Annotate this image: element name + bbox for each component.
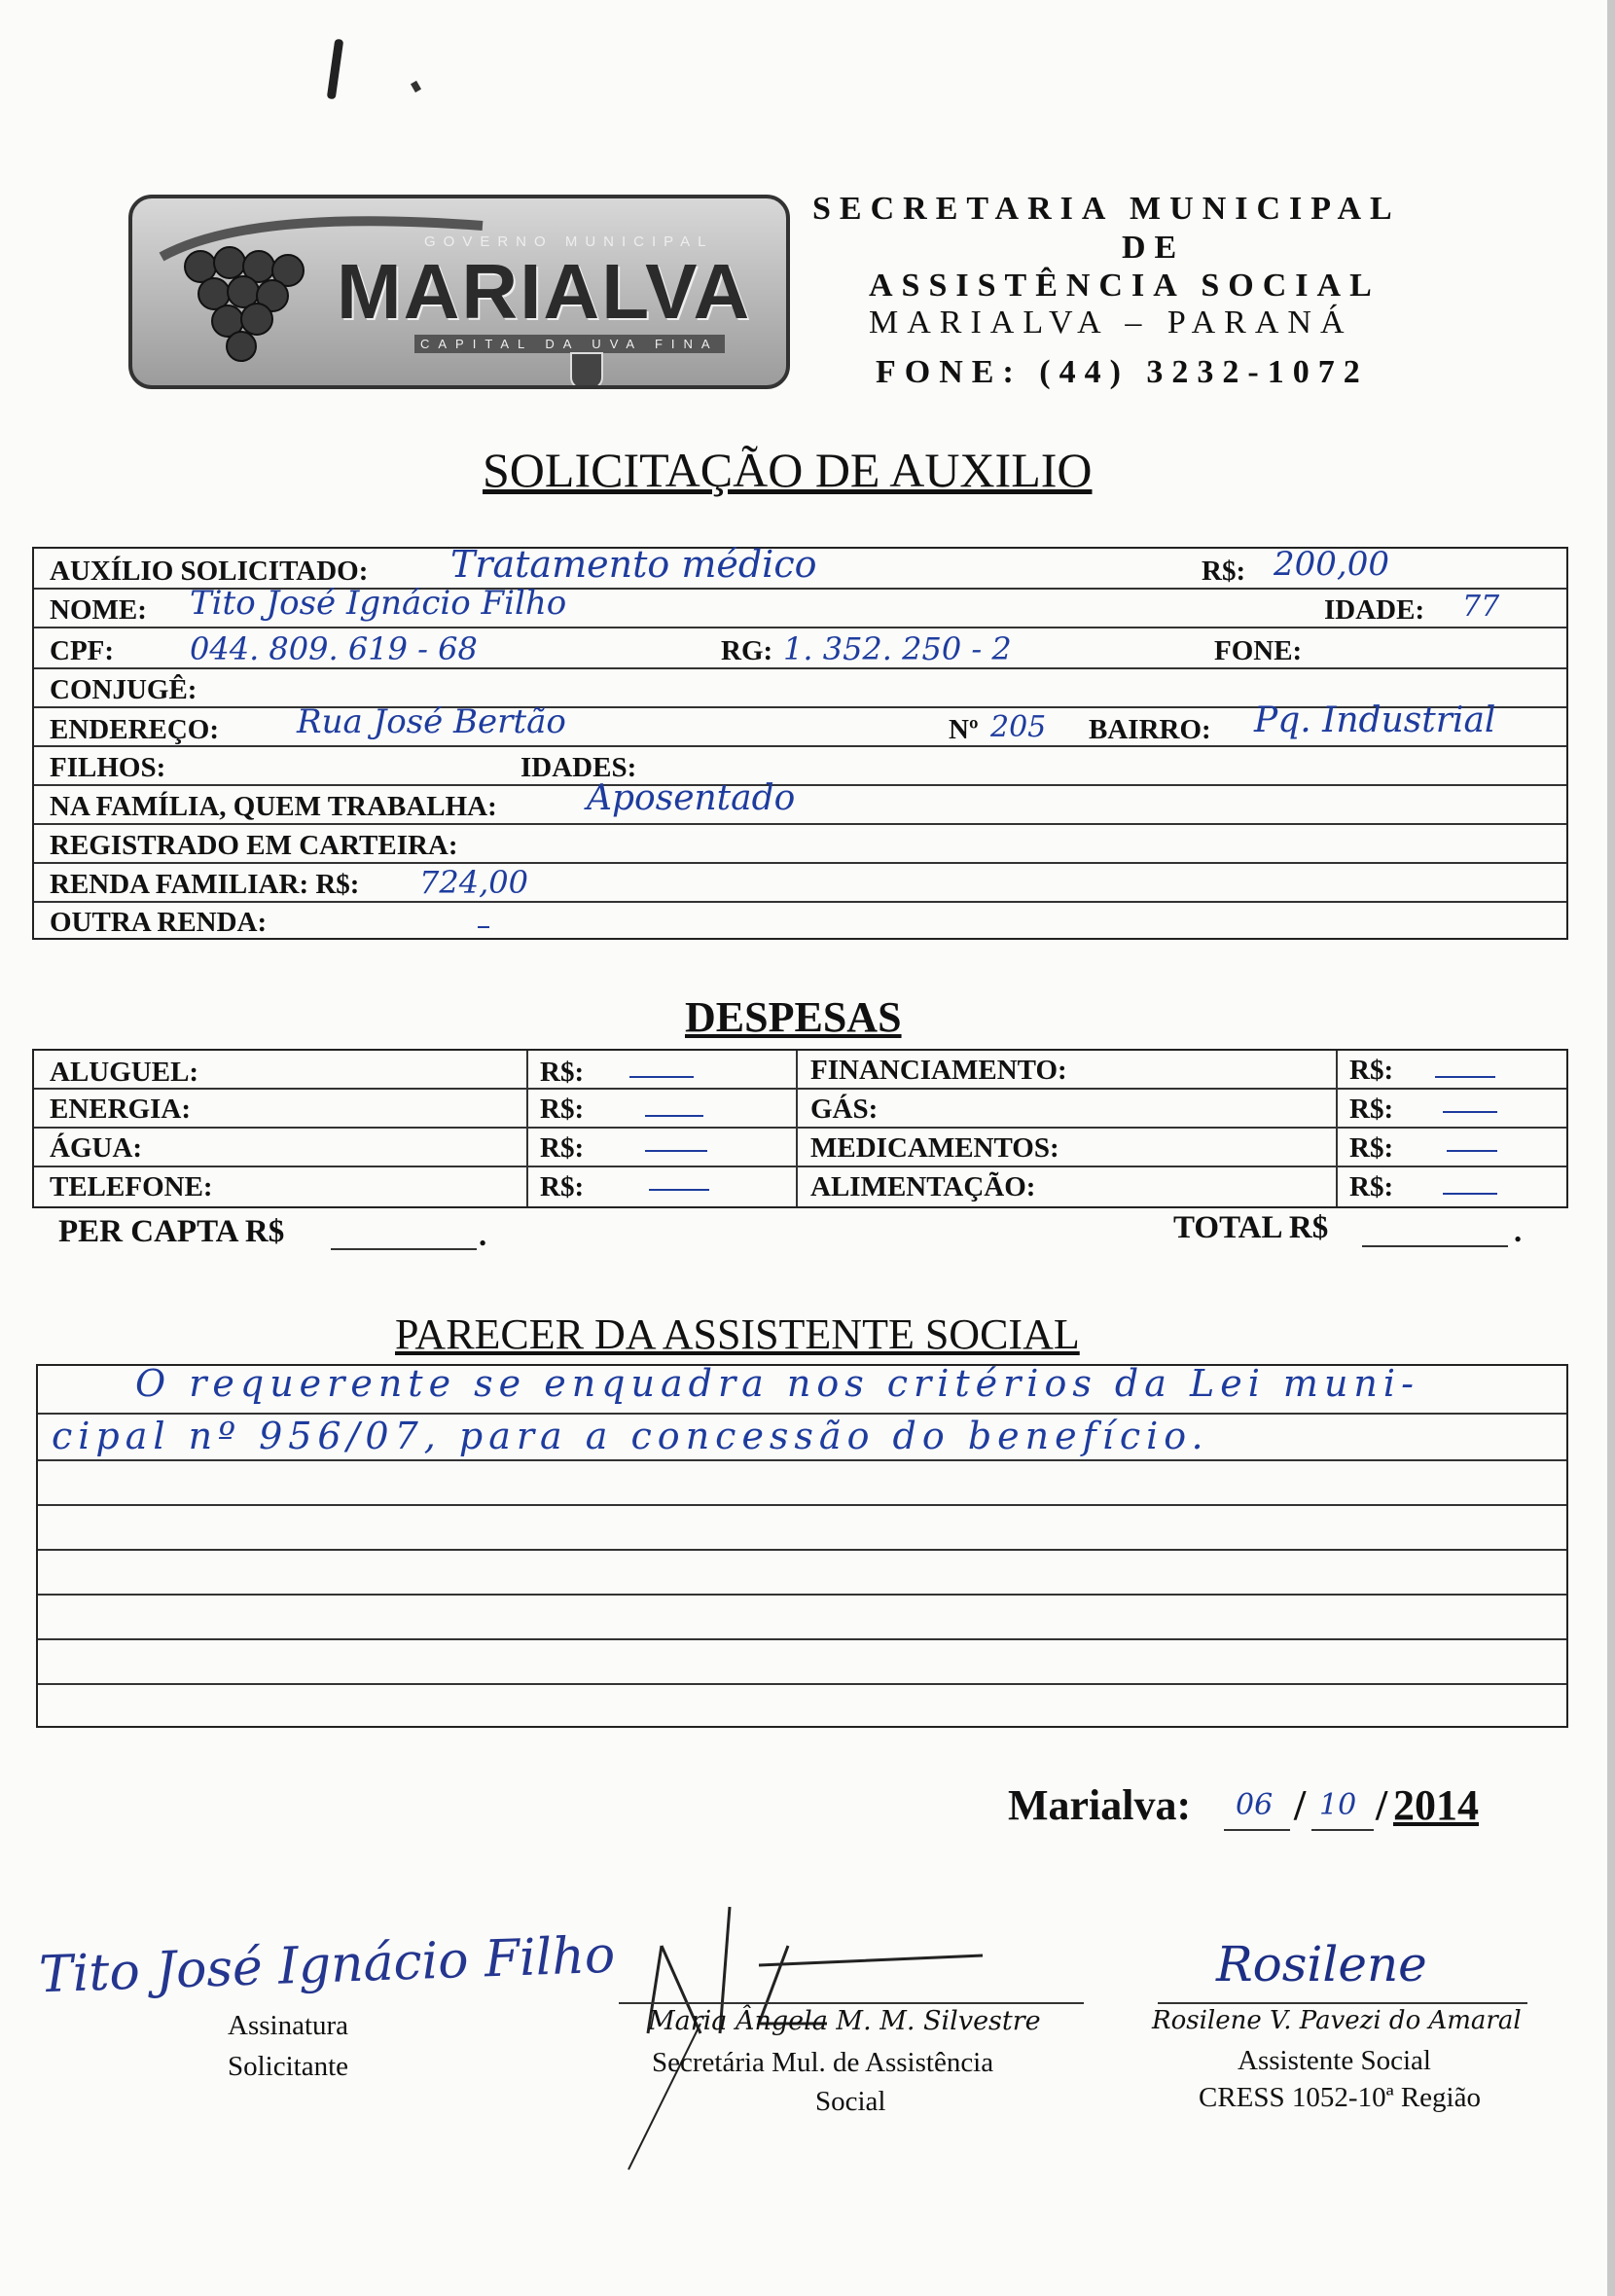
date-month-line — [1311, 1829, 1374, 1831]
despesa-row — [34, 1167, 1566, 1208]
cpf-value: 044. 809. 619 - 68 — [190, 630, 478, 667]
outra-renda-dash — [478, 926, 489, 928]
gas-label: GÁS: — [810, 1094, 879, 1125]
conjuge-label: CONJUGÊ: — [50, 674, 197, 705]
outra-renda-label: OUTRA RENDA: — [50, 907, 268, 938]
agua-label: ÁGUA: — [50, 1132, 143, 1164]
aluguel-rs: R$: — [540, 1057, 585, 1088]
date-sep-1: / — [1294, 1781, 1307, 1829]
idade-value: 77 — [1462, 590, 1500, 624]
date-label: Marialva: — [1008, 1781, 1192, 1829]
assistente-line — [1158, 2002, 1527, 2004]
aluguel-dash — [629, 1076, 694, 1078]
familia-label: NA FAMÍLIA, QUEM TRABALHA: — [50, 791, 497, 822]
fone-label: FONE: — [1214, 635, 1303, 666]
per-capta-line — [331, 1248, 477, 1250]
medicamentos-rs: R$: — [1349, 1132, 1394, 1164]
telefone-label: TELEFONE: — [50, 1171, 213, 1202]
date-day-line — [1224, 1829, 1290, 1831]
date-year: 2014 — [1393, 1781, 1479, 1829]
secretaria-line-2: Social — [815, 2086, 886, 2117]
despesa-row — [34, 1051, 1566, 1090]
financiamento-label: FINANCIAMENTO: — [810, 1055, 1067, 1086]
numero-value: 205 — [990, 710, 1047, 744]
parecer-line — [38, 1551, 1566, 1596]
parecer-line — [38, 1461, 1566, 1506]
date-month: 10 — [1319, 1788, 1357, 1822]
energia-dash — [645, 1115, 703, 1117]
parecer-line — [38, 1596, 1566, 1640]
gas-rs: R$: — [1349, 1094, 1394, 1125]
header-line-1: SECRETARIA MUNICIPAL — [812, 191, 1401, 227]
numero-label: Nº — [949, 714, 979, 745]
total-label: TOTAL R$ — [1173, 1210, 1329, 1245]
alimentacao-dash — [1443, 1193, 1497, 1195]
alimentacao-label: ALIMENTAÇÃO: — [810, 1171, 1036, 1202]
logo-bottom-text: CAPITAL DA UVA FINA — [414, 335, 725, 353]
renda-value: 724,00 — [419, 864, 528, 901]
row-nome — [34, 584, 1566, 628]
parecer-line — [38, 1415, 1566, 1461]
total-dot: . — [1514, 1214, 1523, 1249]
header-line-4: MARIALVA – PARANÁ — [869, 305, 1353, 341]
secretaria-line-1: Secretária Mul. de Assistência — [652, 2047, 994, 2078]
endereco-label: ENDEREÇO: — [50, 714, 220, 745]
parecer-line — [38, 1362, 1566, 1415]
parecer-box — [36, 1364, 1568, 1728]
row-familia — [34, 778, 1566, 825]
assistente-line-2: CRESS 1052-10ª Região — [1199, 2082, 1481, 2113]
idade-label: IDADE: — [1324, 594, 1425, 626]
carteira-label: REGISTRADO EM CARTEIRA: — [50, 830, 458, 861]
despesa-row — [34, 1090, 1566, 1129]
marialva-logo — [128, 195, 790, 389]
header-line-2: DE — [1122, 230, 1186, 266]
solicitante-line-1: Assinatura — [228, 2010, 349, 2041]
nome-value: Tito José Ignácio Filho — [190, 584, 567, 623]
energia-label: ENERGIA: — [50, 1094, 192, 1125]
nome-label: NOME: — [50, 594, 147, 626]
scan-mark — [327, 39, 344, 100]
logo-brand: MARIALVA — [337, 248, 752, 335]
aluguel-label: ALUGUEL: — [50, 1057, 199, 1088]
logo-top-text: GOVERNO MUNICIPAL — [424, 233, 714, 250]
page-edge — [1607, 0, 1615, 2296]
assistente-name: Rosilene V. Pavezi do Amaral — [1152, 2006, 1522, 2035]
parecer-line — [38, 1640, 1566, 1685]
assistente-line-1: Assistente Social — [1238, 2045, 1431, 2076]
despesa-row — [34, 1129, 1566, 1167]
familia-value: Aposentado — [587, 778, 796, 818]
alimentacao-rs: R$: — [1349, 1171, 1394, 1202]
agua-rs: R$: — [540, 1132, 585, 1164]
crest-icon — [570, 352, 603, 389]
row-cpf — [34, 628, 1566, 669]
despesas-table — [32, 1049, 1568, 1208]
idades-label: IDADES: — [520, 752, 637, 783]
row-renda — [34, 864, 1566, 903]
solicitante-signature: Tito José Ignácio Filho — [38, 1925, 617, 2005]
rg-label: RG: — [721, 635, 773, 666]
total-line — [1362, 1245, 1508, 1247]
per-capta-dot: . — [479, 1218, 487, 1253]
applicant-form — [32, 543, 1568, 940]
row-endereco — [34, 700, 1566, 747]
energia-rs: R$: — [540, 1094, 585, 1125]
solicitante-line-2: Solicitante — [228, 2051, 349, 2082]
telefone-dash — [649, 1189, 709, 1191]
auxilio-value: Tratamento médico — [450, 543, 817, 586]
row-filhos — [34, 747, 1566, 786]
auxilio-label: AUXÍLIO SOLICITADO: — [50, 556, 369, 587]
filhos-label: FILHOS: — [50, 752, 166, 783]
parecer-line — [38, 1685, 1566, 1728]
header-line-3: ASSISTÊNCIA SOCIAL — [869, 268, 1381, 304]
medicamentos-dash — [1447, 1150, 1497, 1152]
row-carteira — [34, 825, 1566, 864]
date-day: 06 — [1236, 1788, 1274, 1822]
rs-value: 200,00 — [1274, 545, 1389, 584]
rs-label: R$: — [1202, 556, 1246, 587]
parecer-text-2: cipal nº 956/07, para a concessão do benefício. — [52, 1415, 1209, 1457]
bairro-label: BAIRRO: — [1089, 714, 1211, 745]
medicamentos-label: MEDICAMENTOS: — [810, 1132, 1059, 1164]
parecer-title: PARECER DA ASSISTENTE SOCIAL — [395, 1310, 1080, 1358]
rg-value: 1. 352. 250 - 2 — [783, 630, 1012, 667]
assistente-signature: Rosilene — [1216, 1936, 1427, 1992]
scan-mark — [411, 81, 421, 92]
agua-dash — [645, 1150, 707, 1152]
date-sep-2: / — [1376, 1781, 1388, 1829]
parecer-text-1: O requerente se enquadra nos critérios da Lei muni- — [135, 1362, 1419, 1405]
despesas-title: DESPESAS — [685, 993, 902, 1041]
gas-dash — [1443, 1111, 1497, 1113]
parecer-line — [38, 1506, 1566, 1551]
row-outra-renda — [34, 903, 1566, 940]
financiamento-rs: R$: — [1349, 1055, 1394, 1086]
bairro-value: Pq. Industrial — [1254, 700, 1496, 740]
endereco-value: Rua José Bertão — [297, 702, 566, 741]
telefone-rs: R$: — [540, 1171, 585, 1202]
secretaria-name: Maria Ângela M. M. Silvestre — [648, 2006, 1041, 2036]
secretaria-line — [619, 2002, 1084, 2004]
header-line-5: FONE: (44) 3232-1072 — [876, 354, 1369, 390]
per-capta-label: PER CAPTA R$ — [58, 1214, 285, 1249]
cpf-label: CPF: — [50, 635, 115, 666]
form-title: SOLICITAÇÃO DE AUXILIO — [483, 443, 1093, 497]
renda-label: RENDA FAMILIAR: R$: — [50, 869, 360, 900]
financiamento-dash — [1435, 1076, 1495, 1078]
